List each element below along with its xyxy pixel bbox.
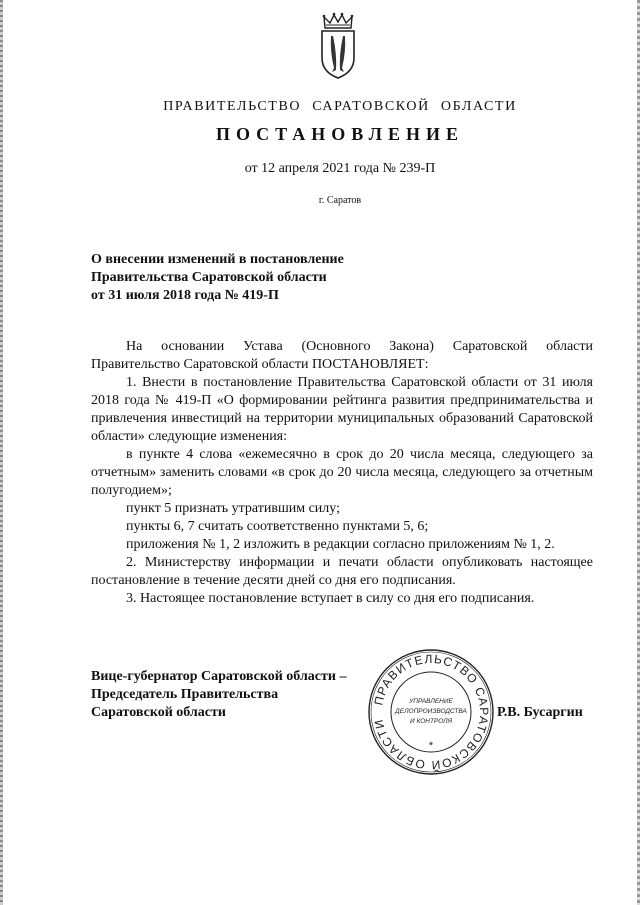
body-paragraph: пункт 5 признать утратившим силу;: [126, 501, 340, 516]
signer-title-line: Председатель Правительства: [91, 687, 279, 702]
document-city: г. Саратов: [318, 195, 362, 206]
subject-line: О внесении изменений в постановление: [91, 252, 344, 267]
stamp-center-line: И КОНТРОЛЯ: [410, 718, 452, 725]
signer-name: Р.В. Бусаргин: [497, 705, 583, 720]
official-seal-icon: [367, 648, 495, 776]
stamp-ring-text: ПРАВИТЕЛЬСТВО САРАТОВСКОЙ ОБЛАСТИ: [371, 651, 492, 773]
body-paragraph: приложения № 1, 2 изложить в редакции согласно приложениям № 1, 2.: [126, 537, 555, 552]
subject-line: Правительства Саратовской области: [91, 270, 327, 285]
stamp-center-line: УПРАВЛЕНИЕ: [409, 698, 453, 705]
government-heading: ПРАВИТЕЛЬСТВО САРАТОВСКОЙ ОБЛАСТИ: [163, 99, 517, 114]
subject-line: от 31 июля 2018 года № 419-П: [91, 288, 279, 303]
body-paragraph: 2. Министерству информации и печати области опубликовать настоящее постановление в течение десяти дней со дня его подписания.: [91, 555, 593, 588]
signer-title-line: Вице-губернатор Саратовской области –: [91, 669, 347, 684]
saratov-coat-of-arms-icon: [318, 12, 358, 80]
document-subject: [91, 251, 344, 305]
body-paragraph: пункты 6, 7 считать соответственно пунктами 5, 6;: [126, 519, 429, 534]
body-paragraph: На основании Устава (Основного Закона) Саратовской области Правительство Саратовской области ПОСТАНОВЛЯЕТ:: [91, 339, 593, 372]
document-date-number: от 12 апреля 2021 года № 239-П: [244, 161, 436, 176]
body-paragraph: в пункте 4 слова «ежемесячно в срок до 20 числа месяца, следующего за отчетным» заменить словами «в срок до 20 числа месяца, следующего за отчетным полугодием»;: [91, 447, 593, 498]
signer-title: [91, 668, 346, 722]
stamp-center-line: ДЕЛОПРОИЗВОДСТВА: [395, 708, 467, 715]
body-paragraph: 3. Настоящее постановление вступает в силу со дня его подписания.: [126, 591, 535, 606]
document-type-heading: ПОСТАНОВЛЕНИЕ: [215, 124, 465, 144]
svg-text:*: *: [428, 740, 434, 752]
body-paragraph: 1. Внести в постановление Правительства Саратовской области от 31 июля 2018 года № 419-П «О формировании рейтинга развития предпринимательства и привлечения инвестиций на территории муниципальных образований Саратовской области» следующие изменения:: [91, 375, 593, 444]
signer-title-line: Саратовской области: [91, 705, 226, 720]
document-body: [91, 338, 593, 608]
